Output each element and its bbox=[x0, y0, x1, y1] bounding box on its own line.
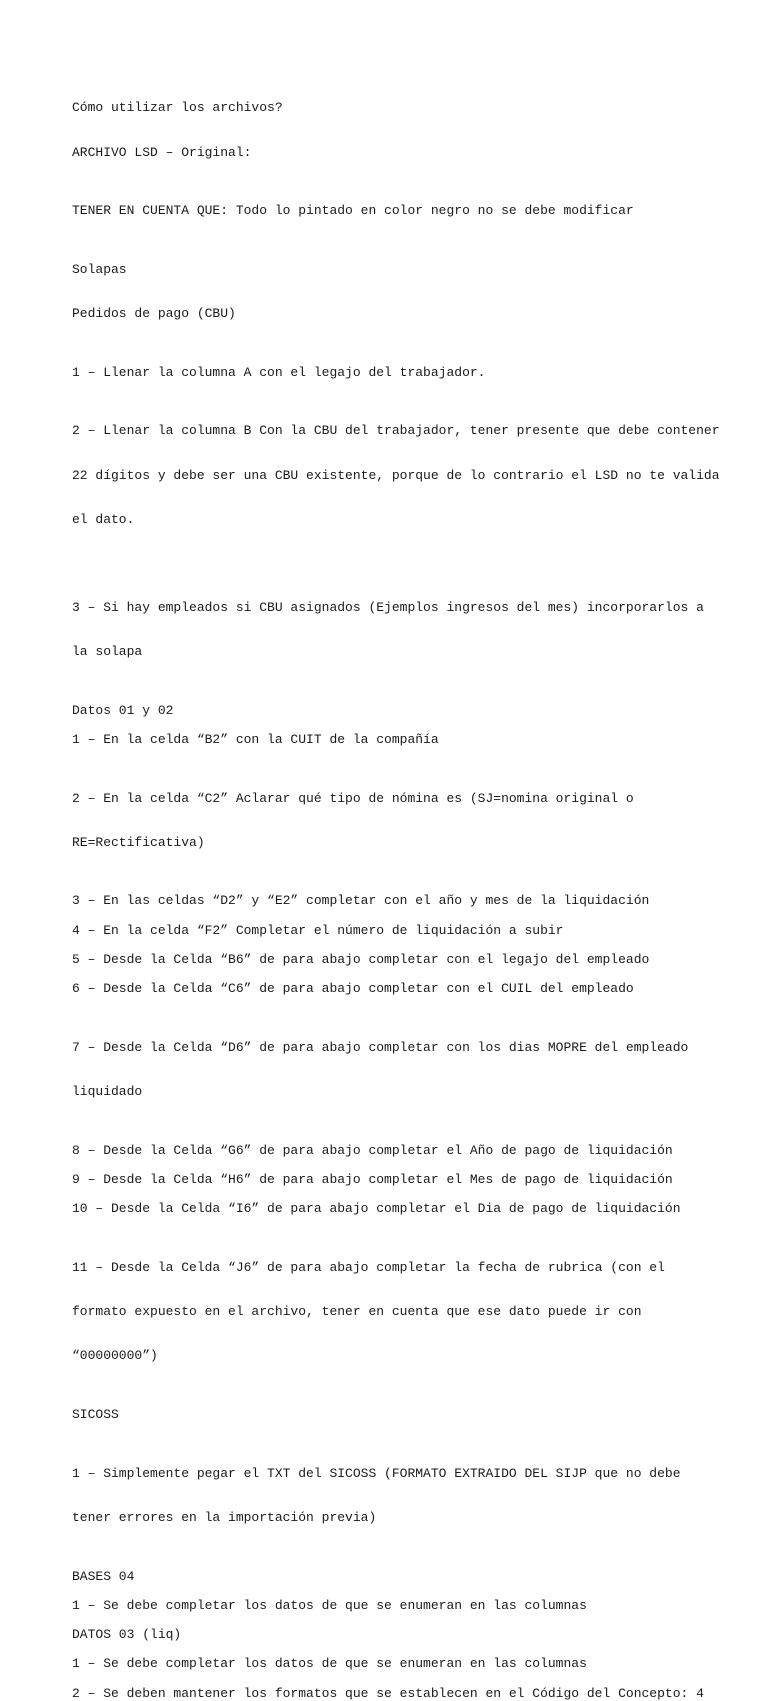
note-line: TENER EN CUENTA QUE: Todo lo pintado en color negro no se debe modificar bbox=[72, 203, 634, 219]
pedidos-step-2 bbox=[72, 395, 728, 557]
text-line: 7 – Desde la Celda “D6” de para abajo completar con los dias MOPRE del empleado bbox=[72, 1039, 689, 1055]
text-line: 3 – Si hay empleados si CBU asignados (Ejemplos ingresos del mes) incorporarlos a bbox=[72, 599, 704, 615]
text-line: la solapa bbox=[72, 643, 143, 659]
pedidos-step-3 bbox=[72, 571, 728, 689]
datos0102-step-4: 4 – En la celda “F2” Completar el número de liquidación a subir bbox=[72, 922, 564, 938]
text-line: formato expuesto en el archivo, tener en cuenta que ese dato puede ir con bbox=[72, 1304, 642, 1320]
pedidos-heading: Pedidos de pago (CBU) bbox=[72, 306, 236, 322]
sicoss-step-1 bbox=[72, 1437, 728, 1555]
datos03-heading: DATOS 03 (liq) bbox=[72, 1627, 182, 1643]
sicoss-heading: SICOSS bbox=[72, 1407, 119, 1423]
text-line: 2 – En la celda “C2” Aclarar qué tipo de nómina es (SJ=nomina original o bbox=[72, 790, 634, 806]
datos0102-step-8: 8 – Desde la Celda “G6” de para abajo completar el Año de pago de liquidación bbox=[72, 1142, 673, 1158]
pedidos-step-1: 1 – Llenar la columna A con el legajo del trabajador. bbox=[72, 364, 486, 380]
datos0102-step-1: 1 – En la celda “B2” con la CUIT de la compañía bbox=[72, 731, 439, 747]
text-line: 1 – Simplemente pegar el TXT del SICOSS (FORMATO EXTRAIDO DEL SIJP que no debe bbox=[72, 1465, 681, 1481]
intro-block bbox=[72, 72, 728, 190]
datos0102-step-5: 5 – Desde la Celda “B6” de para abajo completar con el legajo del empleado bbox=[72, 951, 650, 967]
bases04-step-1: 1 – Se debe completar los datos de que se enumeran en las columnas bbox=[72, 1597, 587, 1613]
bases04-heading: BASES 04 bbox=[72, 1568, 135, 1584]
datos03-step-1: 1 – Se debe completar los datos de que se enumeran en las columnas bbox=[72, 1656, 587, 1672]
text-line: 11 – Desde la Celda “J6” de para abajo completar la fecha de rubrica (con el bbox=[72, 1260, 665, 1276]
text-line: 22 dígitos y debe ser una CBU existente, porque de lo contrario el LSD no te valida bbox=[72, 467, 720, 483]
text-line: el dato. bbox=[72, 511, 135, 527]
datos0102-step-7 bbox=[72, 1012, 728, 1130]
question-line: Cómo utilizar los archivos? bbox=[72, 100, 283, 116]
datos0102-step-9: 9 – Desde la Celda “H6” de para abajo completar el Mes de pago de liquidación bbox=[72, 1172, 673, 1188]
solapas-block bbox=[72, 234, 728, 352]
text-line: “00000000”) bbox=[72, 1348, 158, 1364]
datos0102-step-10: 10 – Desde la Celda “I6” de para abajo completar el Dia de pago de liquidación bbox=[72, 1201, 681, 1217]
datos0102-step-6: 6 – Desde la Celda “C6” de para abajo completar con el CUIL del empleado bbox=[72, 981, 634, 997]
datos0102-heading: Datos 01 y 02 bbox=[72, 702, 174, 718]
datos03-step-2: 2 – Se deben mantener los formatos que se establecen en el Código del Concepto: 4 bbox=[72, 1685, 704, 1701]
datos0102-step-3: 3 – En las celdas “D2” y “E2” completar con el año y mes de la liquidación bbox=[72, 893, 650, 909]
text-line: tener errores en la importación previa) bbox=[72, 1509, 377, 1525]
text-line: RE=Rectificativa) bbox=[72, 834, 205, 850]
datos0102-step-11 bbox=[72, 1232, 728, 1394]
text-line: liquidado bbox=[72, 1084, 143, 1100]
file-title: ARCHIVO LSD – Original: bbox=[72, 144, 252, 160]
solapas-heading: Solapas bbox=[72, 261, 127, 277]
datos0102-step-2 bbox=[72, 762, 728, 880]
text-line: 2 – Llenar la columna B Con la CBU del trabajador, tener presente que debe contener bbox=[72, 423, 720, 439]
